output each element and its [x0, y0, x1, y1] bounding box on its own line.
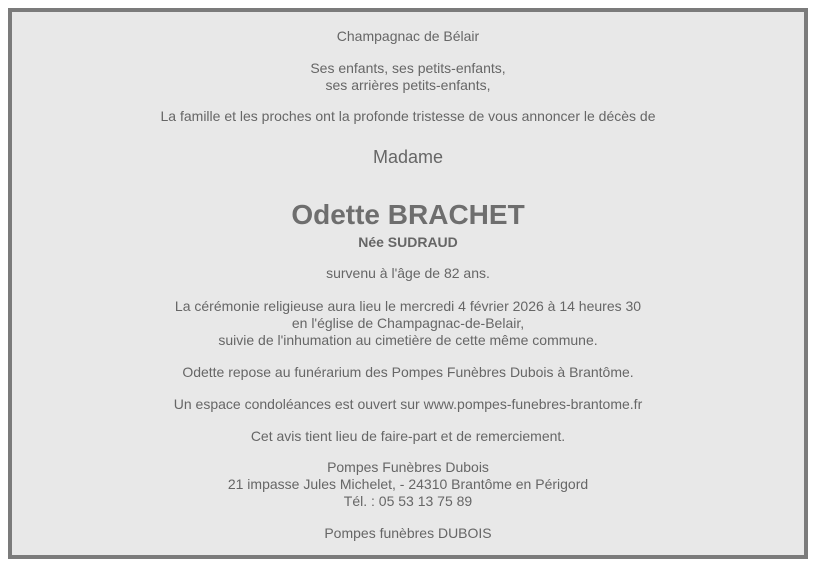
- rest-location: Odette repose au funérarium des Pompes Funèbres Dubois à Brantôme.: [182, 364, 634, 380]
- funeral-home-name: Pompes Funèbres Dubois: [327, 459, 489, 475]
- condolences-line: Un espace condoléances est ouvert sur www.pompes-funebres-brantome.fr: [173, 396, 643, 412]
- thanks-line: Cet avis tient lieu de faire-part et de remerciement.: [250, 428, 566, 444]
- honorific: Madame: [372, 147, 444, 167]
- deceased-name: Odette BRACHET: [291, 199, 525, 230]
- family-line-2: ses arrières petits-enfants,: [325, 77, 491, 93]
- announcement: La famille et les proches ont la profonde tristesse de vous annoncer le décès de: [160, 108, 656, 124]
- maiden-name: Née SUDRAUD: [358, 234, 458, 250]
- age-line: survenu à l'âge de 82 ans.: [326, 265, 490, 281]
- signature: Pompes funèbres DUBOIS: [324, 525, 492, 541]
- funeral-home-address: 21 impasse Jules Michelet, - 24310 Brantôme en Périgord: [227, 476, 589, 492]
- ceremony-line-1: La cérémonie religieuse aura lieu le mercredi 4 février 2026 à 14 heures 30: [174, 298, 642, 314]
- funeral-home-phone: Tél. : 05 53 13 75 89: [343, 493, 473, 509]
- ceremony-line-2: en l'église de Champagnac-de-Belair,: [291, 315, 525, 331]
- ceremony-line-3: suivie de l'inhumation au cimetière de cette même commune.: [218, 332, 598, 348]
- location: Champagnac de Bélair: [336, 28, 480, 44]
- family-line-1: Ses enfants, ses petits-enfants,: [310, 60, 506, 76]
